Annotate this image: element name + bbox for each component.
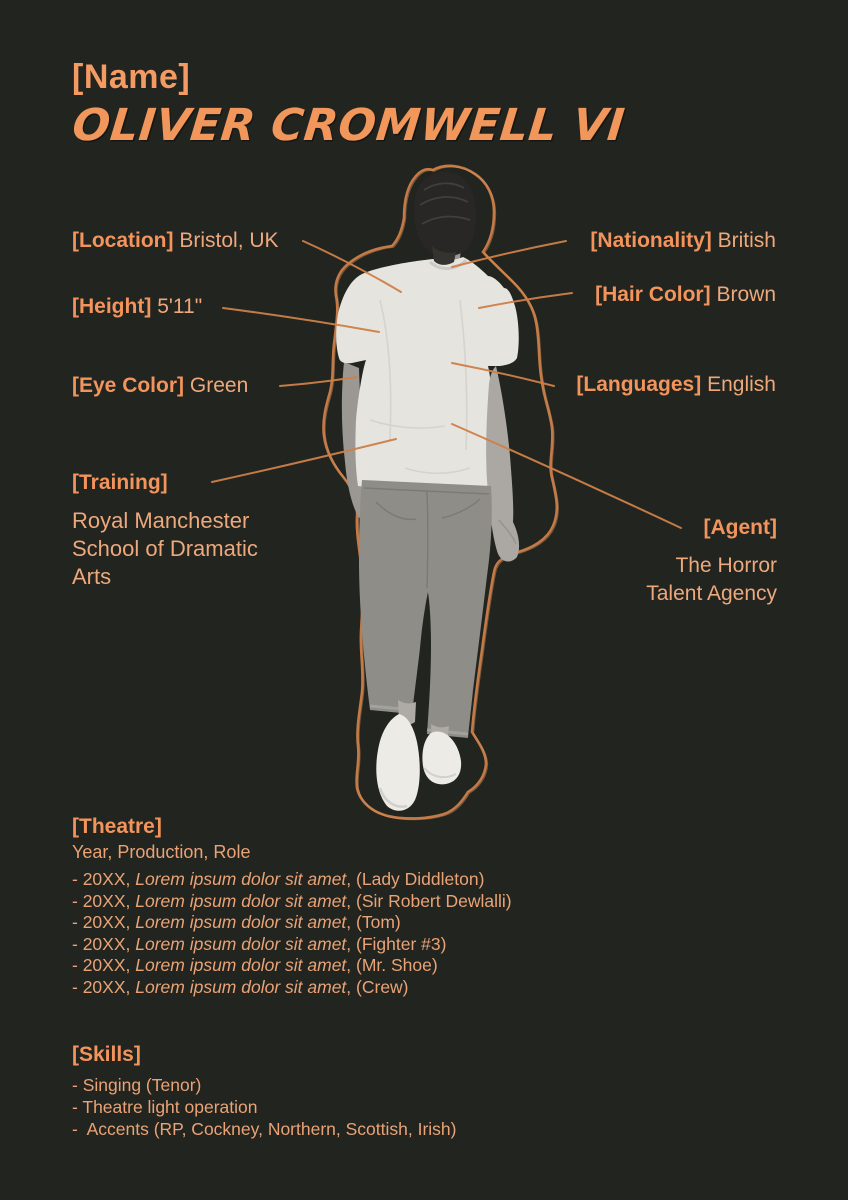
credit-role: , (Fighter #3) [346, 933, 447, 954]
theatre-section-header: [Theatre] [72, 815, 162, 838]
attribute-nationality [590, 229, 776, 253]
credit-year: - 20XX, [72, 976, 136, 997]
theatre-column-legend: Year, Production, Role [72, 842, 251, 862]
credit-production: Lorem ipsum dolor sit amet [135, 933, 347, 954]
skills-section-header: [Skills] [72, 1043, 141, 1066]
attribute-location [72, 229, 279, 253]
languages-value: English [707, 373, 776, 396]
credit-role: , (Crew) [346, 976, 409, 997]
theatre-credit-row [72, 912, 512, 934]
eye-color-label: [Eye Color] [72, 374, 185, 397]
skills-list [72, 1074, 457, 1140]
credit-role: , (Lady Diddleton) [346, 869, 485, 889]
credit-year: - 20XX, [72, 912, 136, 933]
location-label: [Location] [72, 229, 174, 252]
height-label: [Height] [72, 295, 152, 318]
languages-label: [Languages] [576, 373, 702, 396]
credit-production: Lorem ipsum dolor sit amet [135, 976, 347, 997]
person-photo [336, 172, 519, 811]
actor-name-title: OLIVER CROMWELL VI [70, 100, 628, 151]
theatre-credit-row [72, 934, 512, 956]
eye-color-value: Green [189, 374, 249, 397]
attribute-hair-color [595, 283, 776, 307]
skill-item: - Theatre light operation [72, 1097, 258, 1117]
credit-production: Lorem ipsum dolor sit amet [135, 912, 347, 933]
nationality-value: British [717, 229, 776, 252]
theatre-credit-row [72, 891, 512, 913]
attribute-eye-color [72, 374, 248, 398]
credit-role: , (Sir Robert Dewlalli) [346, 890, 512, 911]
theatre-credit-row [72, 955, 512, 977]
credit-role: , (Tom) [346, 912, 401, 933]
credit-production: Lorem ipsum dolor sit amet [135, 955, 347, 976]
credit-year: - 20XX, [72, 869, 136, 889]
name-field-label: [Name] [72, 58, 191, 96]
credit-year: - 20XX, [72, 955, 136, 976]
training-label: [Training] [72, 471, 168, 494]
skill-item: - Accents (RP, Cockney, Northern, Scottish, Irish) [72, 1119, 457, 1139]
training-value: Royal Manchester School of Dramatic Arts [72, 508, 258, 589]
credit-role: , (Mr. Shoe) [346, 955, 438, 976]
attribute-height [72, 295, 202, 319]
theatre-credit-row [72, 977, 512, 999]
credit-production: Lorem ipsum dolor sit amet [135, 869, 347, 889]
theatre-credit-row [72, 869, 512, 891]
theatre-credits-list [72, 869, 512, 999]
agent-value: The Horror Talent Agency [646, 554, 777, 605]
height-value: 5'11" [157, 295, 203, 318]
credit-year: - 20XX, [72, 933, 136, 954]
hair-color-value: Brown [716, 283, 776, 306]
credit-production: Lorem ipsum dolor sit amet [135, 890, 347, 911]
nationality-label: [Nationality] [590, 229, 712, 252]
attribute-languages [576, 373, 776, 397]
credit-year: - 20XX, [72, 890, 136, 911]
hair-color-label: [Hair Color] [595, 283, 711, 306]
agent-label: [Agent] [703, 516, 777, 539]
skill-item: - Singing (Tenor) [72, 1075, 202, 1095]
location-value: Bristol, UK [179, 229, 279, 252]
